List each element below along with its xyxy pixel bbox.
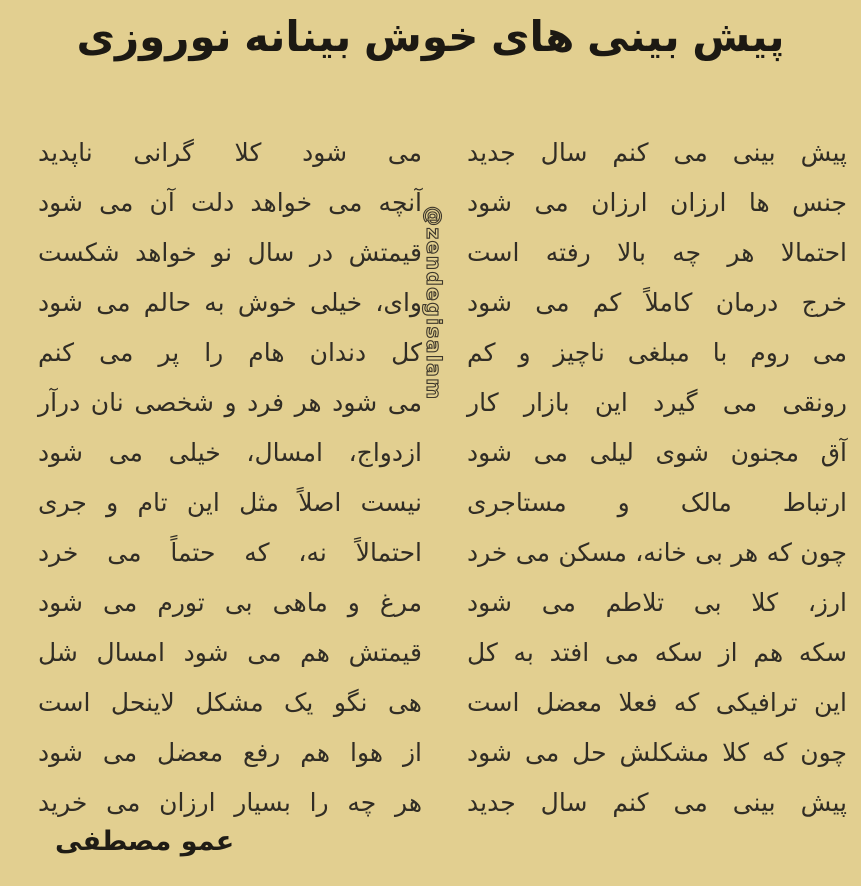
author-signature: عمو مصطفی	[55, 826, 235, 857]
poem-line: آنچه می خواهد دلت آن می شود	[38, 188, 422, 217]
poem-line: پیش بینی می کنم سال جدید	[467, 788, 847, 817]
poem-line: این ترافیکی که فعلا معضل است	[467, 688, 847, 717]
poem-line: خرج درمان کاملاً کم می شود	[467, 288, 847, 317]
poem-line: جنس ها ارزان ارزان می شود	[467, 188, 847, 217]
poem-line: ارز، کلا بی تلاطم می شود	[467, 588, 847, 617]
poem-line: نیست اصلاً مثل این تام و جری	[38, 488, 422, 517]
poem-line: چون که هر بی خانه، مسکن می خرد	[467, 538, 847, 567]
poem-line: می شود هر فرد و شخصی نان درآر	[38, 388, 422, 417]
poem-line: کل دندان هام را پر می کنم	[38, 338, 422, 367]
poem-line: رونقی می گیرد این بازار کار	[467, 388, 847, 417]
poem-line: ارتباط مالک و مستاجری	[467, 488, 847, 517]
poem-line: قیمتش هم می شود امسال شل	[38, 638, 422, 667]
poem-line: از هوا هم رفع معضل می شود	[38, 738, 422, 767]
poem-column-left	[38, 128, 422, 828]
poem-line: چون که کلا مشکلش حل می شود	[467, 738, 847, 767]
poem-line: آق مجنون شوی لیلی می شود	[467, 438, 847, 467]
poem-line: هی نگو یک مشکل لاینحل است	[38, 688, 422, 717]
watermark-text: @zendegisalam	[422, 206, 446, 401]
poem-line: مرغ و ماهی بی تورم می شود	[38, 588, 422, 617]
poem-line: می روم با مبلغی ناچیز و کم	[467, 338, 847, 367]
poem-line: احتمالا هر چه بالا رفته است	[467, 238, 847, 267]
page-title: پیش بینی های خوش بینانه نوروزی	[76, 12, 785, 61]
poem-line: می شود کلا گرانی ناپدید	[38, 138, 422, 167]
poem-line: هر چه را بسیار ارزان می خرید	[38, 788, 422, 817]
poem-line: وای، خیلی خوش به حالم می شود	[38, 288, 422, 317]
poem-line: ازدواج، امسال، خیلی می شود	[38, 438, 422, 467]
poem-line: احتمالاً نه، که حتماً می خرد	[38, 538, 422, 567]
poem-line: پیش بینی می کنم سال جدید	[467, 138, 847, 167]
poem-column-right	[467, 128, 847, 828]
poem-line: قیمتش در سال نو خواهد شکست	[38, 238, 422, 267]
poem-line: سکه هم از سکه می افتد به کل	[467, 638, 847, 667]
